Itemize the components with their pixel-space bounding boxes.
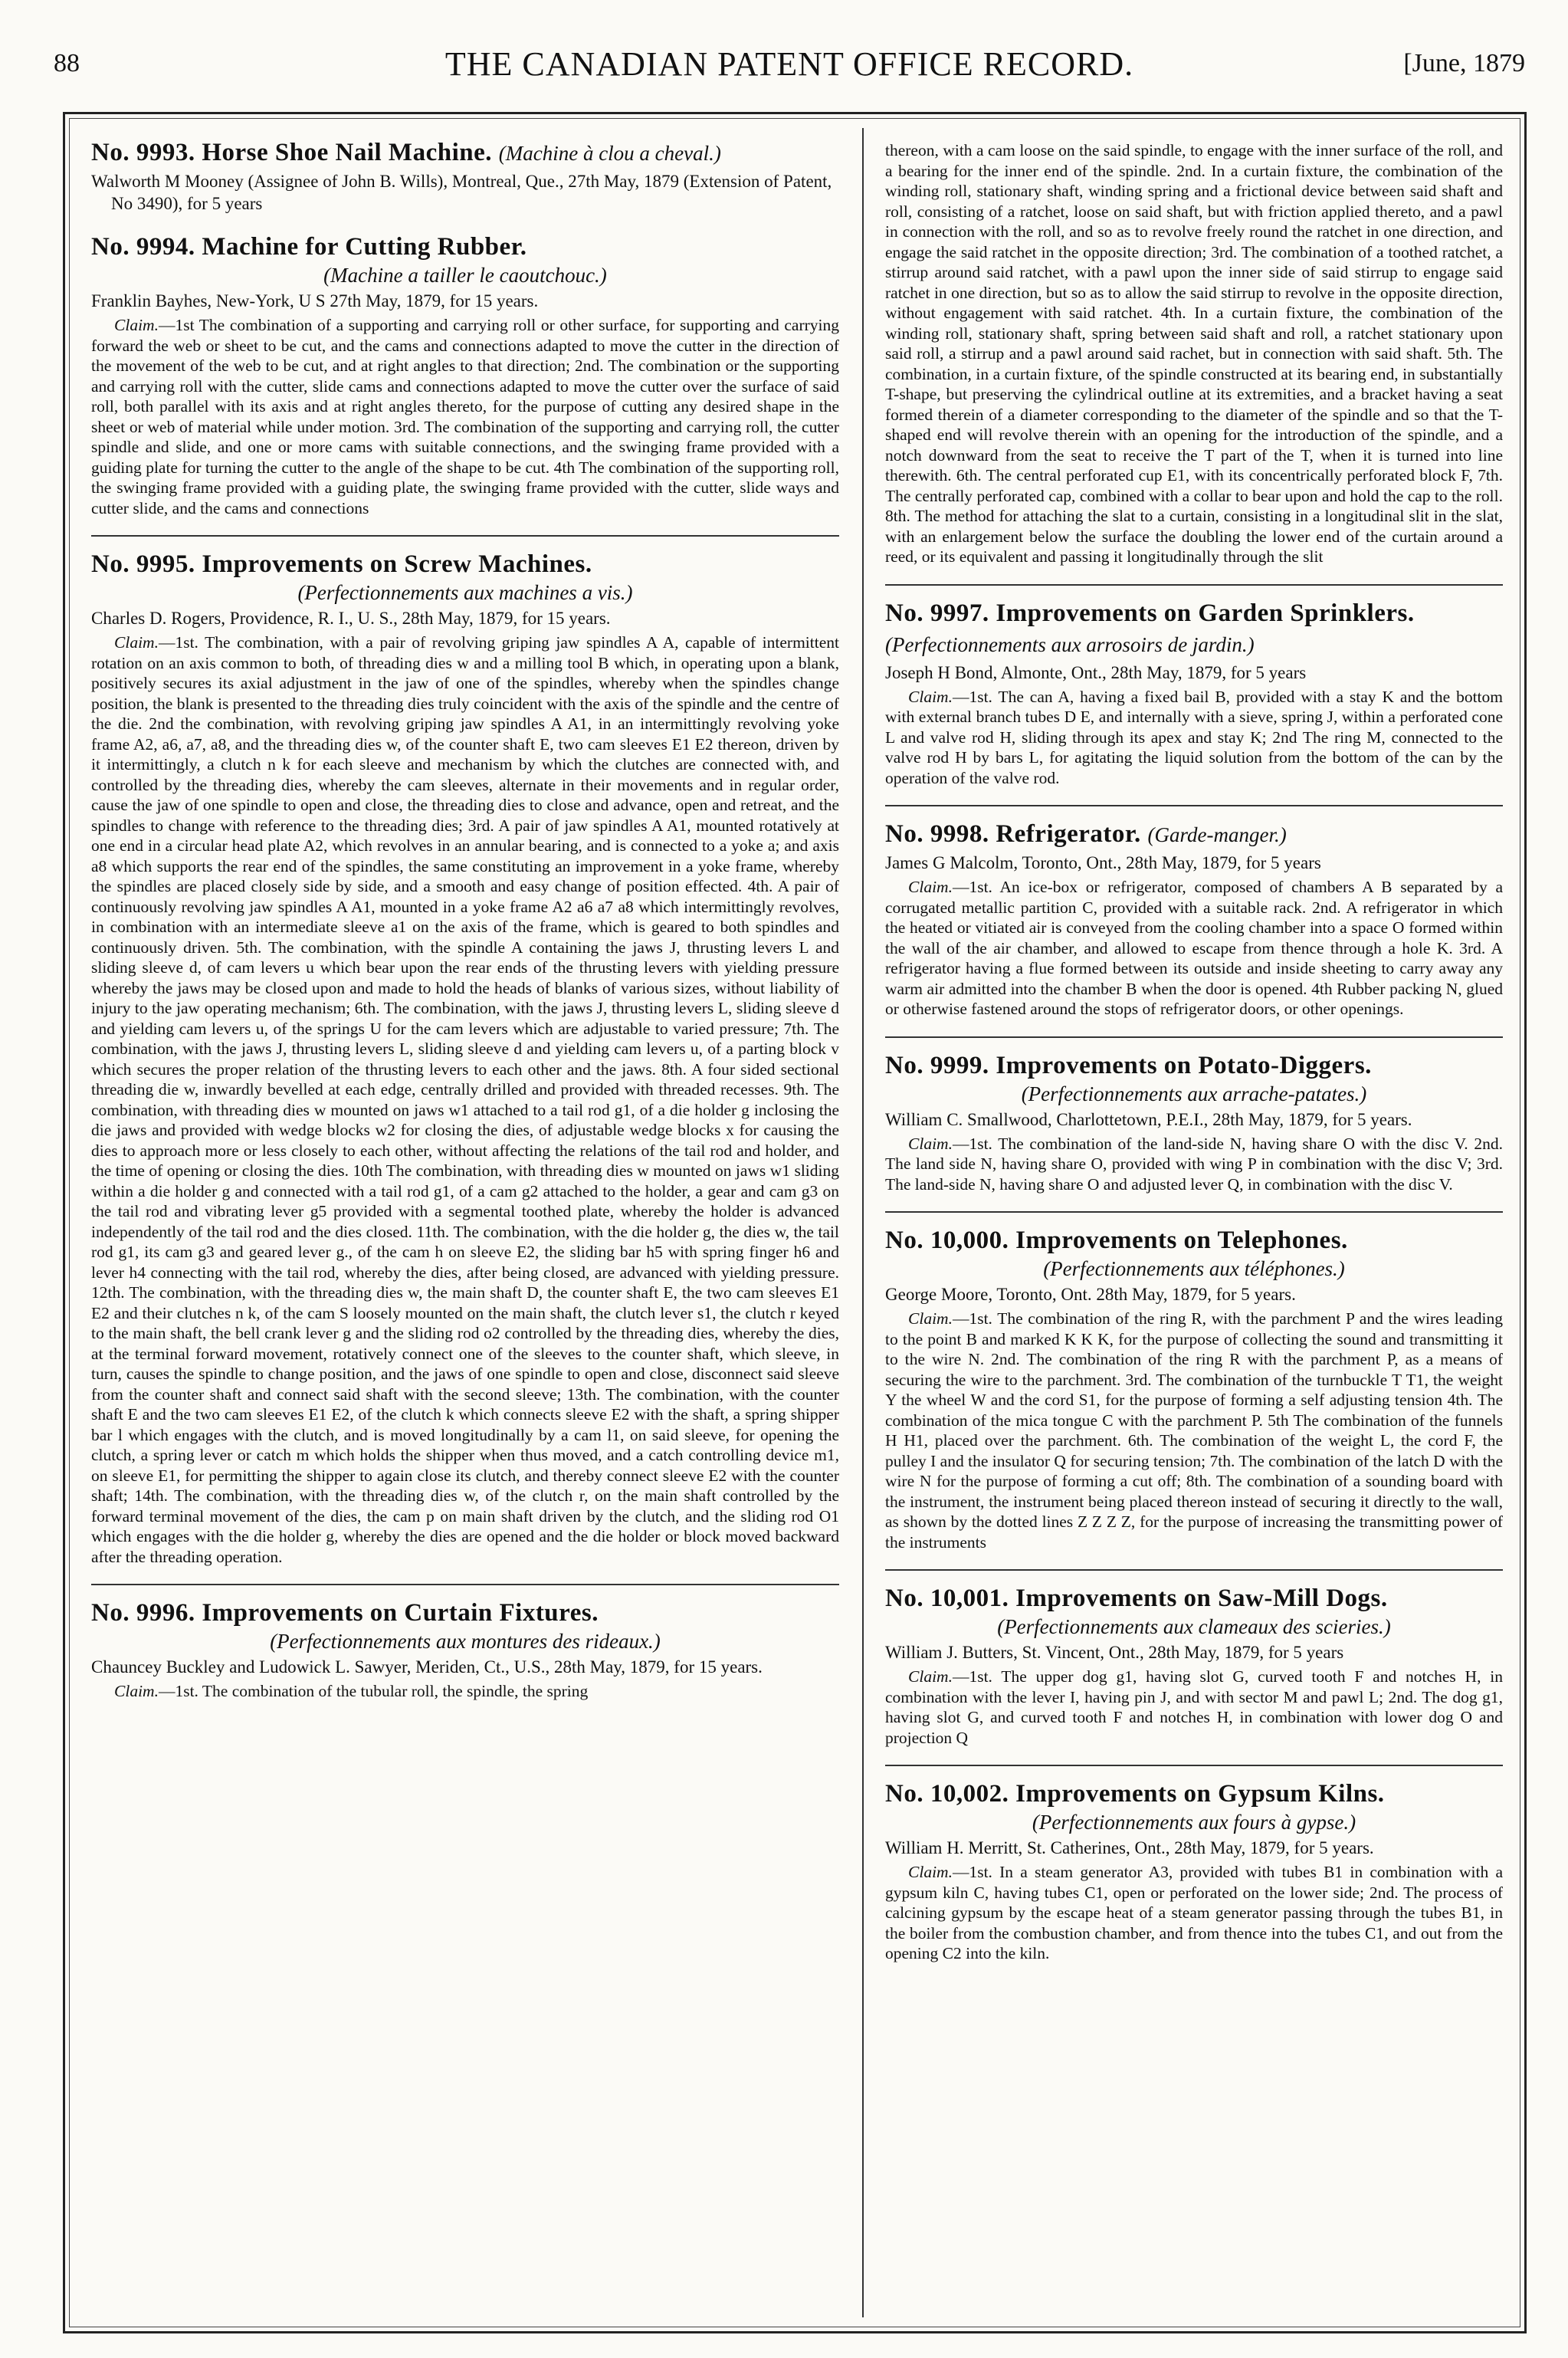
patent-entry-9993 [91,137,839,215]
claim-label: Claim. [908,687,953,706]
entry-claims [91,632,839,1567]
claims-text: —1st. The combination, with a pair of revolving griping jaw spindles A A, capable of intermittent rotation on an axis common to both, of threading dies w and a milling tool B which, in operating upon a blank, positively secures its axial adjustment in the jaw of one of the spindles, whereby when the spindles change position, the blank is presented to the threading dies truly coincident with the axis of the spindle and the centre of the die. 2nd the combination, with revolving griping jaw spindles A A1, in an intermittingly revolving yoke frame A2, a6, a7, a8, and the threading dies w, of the counter shaft E, two cam sleeves E1 E2 thereon, driven by it intermittingly, a clutch n k for each sleeve and mechanism by which the clutches are connected with, and controlled by the threading dies, whereby the cam sleeves, alternate in their movements and in regular order, cause the jaw of one spindle to open and close, the threading dies to close and advance, open and retreat, and the spindles to change with reference to the threading dies; 3rd. A pair of jaw spindles A A1, mounted rotatively at one end in a circular head plate A2, which revolves in an annular bearing, and is connected to a yoke a; and axis a8 which supports the rear end of the spindles, the same constituting an improvement in a yoke frame, whereby the spindles are placed closely side by side, and a smooth and easy change of position effected. 4th. A pair of continuously revolving jaw spindles A A1, mounted in a yoke frame A2 a6 a7 a8 which intermittingly revolves, in combination with an intermediate sleeve a1 on the axis of the frame, which is geared to both spindles and continuously driven. 5th. The combination, with the spindle A containing the jaws J, thrusting levers L and sliding sleeve d, of cam levers u which bear upon the rear ends of the thrusting levers with yielding pressure whereby the jaws may be closed upon and made to hold the heads of blanks of various sizes, without liability of injury to the jaw operating mechanism; 6th. The combination, with the jaws J, thrusting levers L, sliding sleeve d and yielding cam levers u, of the springs U for the cam levers which are adjustable to varied pressure; 7th. The combination, with the jaws J, thrusting levers L, sliding sleeve d and yielding cam levers u, of a parting block v which secures the proper relation of the thrusting levers to each other and the jaws. 8th. A four sided sectional threading die w, inwardly bevelled at each edge, centrally drilled and provided with threaded recesses. 9th. The combination, with threading dies w mounted on jaws w1 attached to a tail rod g1, of a die holder g inclosing the die jaws and provided with wedge blocks w2 for closing the dies, of adjustable wedge blocks x for causing the dies to approach more or less closely to each other, without affecting the relations of the tail rod and holder, and the time of opening or closing the dies. 10th The combination, with threading dies w mounted on jaws w1 sliding within a die holder g and connected with a tail rod g1, of a cam g2 attached to the holder, a gear and cam g3 on the tail rod and vibrating lever g5 provided with a segmental toothed plate, whereby the holder is advanced independently of the tail rod and the dies closed. 11th. The combination, with the die holder g, the dies w, the tail rod g1, its cam g3 and geared lever g., of the cam h on sleeve E2, the sliding bar h5 with spring finger h6 and lever h4 connecting with the tail rod, whereby the dies, after being closed, are advanced with yielding pressure. 12th. The combination, with the threading dies w, the main shaft D, the counter shaft E, the two cam sleeves E1 E2 and their clutches n k, of the cam S loosely mounted on the main shaft, the clutch lever s1, the clutch r keyed to the main shaft, the bell crank lever g and the sliding rod o2 controlled by the threading dies, whereby the dies, at the terminal forward movement, rotatively connect one of the sleeves to the counter shaft, which sleeve, in turn, causes the spindle to change position, and the jaws of one spindle to open and close, disconnect said sleeve from the counter shaft and connect said shaft with the second sleeve; 13th. The combination, with the counter shaft E and the two cam sleeves E1 E2, of the clutch k which connects sleeve E2 with the shaft, a spring shipper bar l which engages with the clutch, and is moved longitudinally by a cam l1, on said sleeve, for opening the clutch, a spring lever or catch m which holds the shipper when thus moved, and a catch controlling device m1, on sleeve E1, for permitting the shipper to again close its clutch, and thereby connect sleeve E2 with the counter shaft; 14th. The combination, with the threading dies w, of the clutch r, on the main shaft controlled by the forward terminal movement of the dies, the cam p on main shaft driven by the clutch, and the sliding rod O1 which engages with the die holder g, whereby the dies are opened and the die holder or block moved backward after the threading operation. [91,633,839,1566]
entry-heading: Improvements on Potato-Diggers. [996,1051,1372,1079]
entry-heading: Improvements on Saw-Mill Dogs. [1015,1585,1388,1612]
entry-separator [885,584,1503,586]
claims-text: —1st. The can A, having a fixed bail B, provided with a stay K and the bottom with external branch tubes D E, and internally with a sieve, spring J, within a perforated cone L and valve rod H, sliding through its apex and stay K; 2nd The ring M, connected to the valve rod H by bars L, for agitating the liquid solution from the bottom of the can by the operation of the valve rod. [885,687,1503,787]
entry-french-title: (Machine à clou a cheval.) [498,142,721,165]
entry-title [885,1778,1503,1809]
claim-label: Claim. [908,1667,953,1686]
entry-claims [91,315,839,518]
entry-french-title: (Perfectionnements aux montures des rideaux.) [270,1630,661,1653]
entry-patentee: William H. Merritt, St. Catherines, Ont., 28th May, 1879, for 5 years. [885,1838,1374,1857]
patent-entry-9999 [885,1050,1503,1195]
entry-title [91,549,839,580]
entry-heading: Machine for Cutting Rubber. [202,233,527,261]
entry-separator [885,1569,1503,1571]
entry-title [91,137,839,169]
claims-text: —1st. The combination of the ring R, with the parchment P and the wires leading to the point B and marked K K K, for the purpose of collecting the sound and transmitting it to the wire N. 2nd. The combination of the ring R with the parchment P, as a means of securing the wire to the parchment. 3rd. The combination of the turnbuckle T T1, the weight Y the wheel W and the cord S1, for the purpose of forming a self adjusting tension 4th. The combination of the mica tongue C with the parchment P. 5th The combination of the funnels H H1, placed over the parchment. 6th. The combination of the weight L, the cord F, the pulley I and the insulator Q for securing tension; 7th. The combination of the latch D with the wire N for the purpose of forming a cut off; 8th. The combination of a sounding board with the instrument, the instrument being placed thereon instead of securing it directly to the wall, as shown by the dotted lines Z Z Z Z, for the purpose of increasing the transmitting power of the instruments [885,1309,1503,1552]
entry-title [885,1225,1503,1256]
entry-title [91,1598,839,1628]
patent-entry-10002 [885,1778,1503,1964]
entry-heading: Refrigerator. [996,820,1141,848]
entry-number: No. 9999. [885,1051,989,1079]
patent-entry-9996-continued [885,140,1503,567]
entry-title [885,819,1503,850]
entry-claims [885,1134,1503,1195]
claim-label: Claim. [114,316,159,334]
entry-patentee: William J. Butters, St. Vincent, Ont., 28th May, 1879, for 5 years [885,1643,1344,1662]
column-divider [862,128,864,2317]
patent-entry-10001 [885,1583,1503,1748]
entry-french-title: (Machine a tailler le caoutchouc.) [323,264,607,287]
claims-text-continued: thereon, with a cam loose on the said spindle, to engage with the inner surface of the roll, and a bearing for the inner end of the spindle. 2nd. In a curtain fixture, the combination of the winding roll, stationary shaft, winding spring and a frictional device between said shaft and roll, consisting of a ratchet, loose on said shaft, but with friction applied thereto, and a pawl in connection with the roll, and so as to revolve freely round the ratchet in one direction, and engage the said ratchet in the opposite direction; 3rd. The combination of a toothed ratchet, a stirrup around said ratchet, with a pawl upon the inner side of said stirrup to engage said ratchet in one direction, but so as to allow the said stirrup to revolve in the opposite direction, without engagement with said ratchet. 4th. In a curtain fixture, the combination of the winding roll, stationary shaft, spring between said shaft and roll, a ratchet stationary upon said roll, a stirrup and a pawl around said rachet, but in connection with said shaft. 5th. The combination, in a curtain fixture, of the spindle constructed at its bearing end, in substantially T-shape, but preserving the cylindrical outline at its extremities, and a bracket having a seat formed therein of a diameter corresponding to the diameter of the spindle and so that the T-shaped end will revolve therein with an opening for the introduction of the spindle, and a notch downward from the seat to receive the T part of the T, when it is turned into line therewith. 6th. The central perforated cup E1, with its concentrically perforated block F, 7th. The centrally perforated cap, combined with a collar to bear upon and hold the cap to the roll. 8th. The method for attaching the slat to a curtain, consisting in a longitudinal slit in the slat, with an enlargement below the surface the doubling the lower end of the curtain around a reed, or its equivalent and passing it longitudinally through the slit [885,141,1503,566]
entry-claims [885,687,1503,789]
entry-patentee: Franklin Bayhes, New-York, U S 27th May, 1879, for 15 years. [91,291,539,310]
entry-heading: Improvements on Screw Machines. [202,550,592,578]
right-column [885,137,1503,2314]
left-column [91,137,839,2314]
entry-claims [885,1309,1503,1552]
entry-claims [885,877,1503,1020]
entry-patentee: James G Malcolm, Toronto, Ont., 28th May, 1879, for 5 years [885,853,1321,872]
patent-entry-10000 [885,1225,1503,1552]
content-frame [63,112,1527,2333]
patent-entry-9997 [885,598,1503,789]
claims-text: —1st. The combination of the land-side N, having share O with the disc V. 2nd. The land side N, having share O, provided with wing P in combination with the disc V; 3rd. The land-side N, having share O and adjusted lever Q, in combination with the disc V. [885,1134,1503,1194]
entry-separator [885,805,1503,806]
entry-title [885,1050,1503,1081]
patent-entry-9994 [91,232,839,518]
entry-title [885,1583,1503,1614]
entry-number: No. 9998. [885,820,989,848]
patent-entry-9996 [91,1598,839,1702]
entry-number: No. 9996. [91,1599,195,1627]
claims-text: —1st. The upper dog g1, having slot G, curved tooth F and notches H, in combination with the lever I, having pin J, and with sector M and pawl L; 2nd. The dog g1, having slot G, and curved tooth F and notches H, in combination with lower dog O and projection Q [885,1667,1503,1747]
entry-title [885,598,1503,660]
entry-number: No. 10,001. [885,1585,1009,1612]
claim-label: Claim. [908,1134,953,1153]
entry-number: No. 9997. [885,599,989,627]
entry-separator [91,535,839,537]
entry-separator [885,1211,1503,1213]
entry-claims [885,1667,1503,1748]
entry-patentee: Joseph H Bond, Almonte, Ont., 28th May, 1879, for 5 years [885,662,1307,682]
entry-number: No. 10,002. [885,1780,1009,1808]
entry-separator [91,1584,839,1585]
claim-label: Claim. [114,633,159,652]
entry-number: No. 9994. [91,233,195,261]
entry-number: No. 9995. [91,550,195,578]
publication-title: THE CANADIAN PATENT OFFICE RECORD. [444,45,1134,83]
entry-french-title: (Garde-manger.) [1147,823,1287,846]
claims-text: —1st. In a steam generator A3, provided with tubes B1 in combination with a gypsum kiln C, having tubes C1, open or perforated on the lower side; 2nd. The process of calcining gypsum by the escape heat of a steam generator passing through the tubes B1, in the boiler from the combustion chamber, and from thence into the tubes C1, and out from the opening C2 into the kiln. [885,1863,1503,1962]
entry-heading: Improvements on Telephones. [1015,1227,1348,1254]
entry-french-title: (Perfectionnements aux fours à gypse.) [1032,1811,1356,1834]
entry-french-title: (Perfectionnements aux arrache-patates.) [1021,1082,1367,1105]
entry-heading: Horse Shoe Nail Machine. [202,139,492,166]
entry-separator [885,1765,1503,1766]
entry-patentee: Walworth M Mooney (Assignee of John B. Wills), Montreal, Que., 27th May, 1879 (Extension of Patent, No 3490), for 5 years [91,172,832,213]
entry-claims [91,1681,839,1702]
entry-number: No. 10,000. [885,1227,1009,1254]
entry-patentee: William C. Smallwood, Charlottetown, P.E.I., 28th May, 1879, for 5 years. [885,1109,1412,1129]
entry-patentee: Charles D. Rogers, Providence, R. I., U. S., 28th May, 1879, for 15 years. [91,609,611,628]
entry-title [91,232,839,262]
entry-french-title: (Perfectionnements aux machines a vis.) [297,581,633,604]
entry-heading: Improvements on Gypsum Kilns. [1015,1780,1385,1808]
claims-text: —1st. An ice-box or refrigerator, composed of chambers A B separated by a corrugated metallic partition C, provided with a suitable rack. 2nd. A refrigerator in which the heated or vitiated air is conveyed from the cooling chamber into a space O formed within the wall of the air chamber, and allowed to escape from thence through a hole K. 3rd. A refrigerator having a flue formed between its outside and inside sheeting to carry away any warm air admitted into the chamber B when the door is opened. 4th Rubber packing N, glued or otherwise fastened around the stops of refrigerator doors, or other openings. [885,878,1503,1018]
entry-patentee: Chauncey Buckley and Ludowick L. Sawyer, Meriden, Ct., U.S., 28th May, 1879, for 15 years. [91,1657,763,1677]
entry-number: No. 9993. [91,139,195,166]
issue-date: [June, 1879 [1403,49,1525,77]
claim-label: Claim. [114,1682,159,1700]
entry-french-title: (Perfectionnements aux clameaux des scieries.) [997,1615,1391,1638]
claim-label: Claim. [908,1309,953,1328]
patent-entry-9998 [885,819,1503,1020]
entry-heading: Improvements on Garden Sprinklers. [996,599,1415,627]
entry-claims [885,1862,1503,1964]
claim-label: Claim. [908,878,953,896]
patent-entry-9995 [91,549,839,1567]
page-number: 88 [54,49,80,77]
claims-text: —1st The combination of a supporting and carrying roll or other surface, for supporting and carrying forward the web or sheet to be cut, and the cams and connections adapted to move the cutter in the direction of the movement of the web to be cut, and at right angles to that direction; 2nd. The combination or the supporting and carrying roll with the cutter, slide cams and connections adapted to move the cutter over the surface of said roll, both parallel with its axis and at right angles thereto, for the purpose of cutting any desired shape in the sheet or web of material while under motion. 3rd. The combination of the supporting and carrying roll, the cutter spindle and slide, and one or more cams with suitable connections, and the swinging frame provided with a guiding plate for turning the cutter to the angle of the shape to be cut. 4th The combination of the supporting roll, the swinging frame provided with a guiding plate, the swinging frame provided with the cutter, slide ways and cutter slide, and the cams and connections [91,316,839,517]
entry-separator [885,1036,1503,1038]
claims-text: —1st. The combination of the tubular roll, the spindle, the spring [158,1682,589,1700]
page-header [54,44,1525,90]
entry-french-title: (Perfectionnements aux téléphones.) [1043,1257,1345,1280]
claim-label: Claim. [908,1863,953,1881]
entry-heading: Improvements on Curtain Fixtures. [202,1599,599,1627]
entry-french-title: (Perfectionnements aux arrosoirs de jardin.) [885,632,1255,656]
entry-patentee: George Moore, Toronto, Ont. 28th May, 1879, for 5 years. [885,1285,1296,1304]
